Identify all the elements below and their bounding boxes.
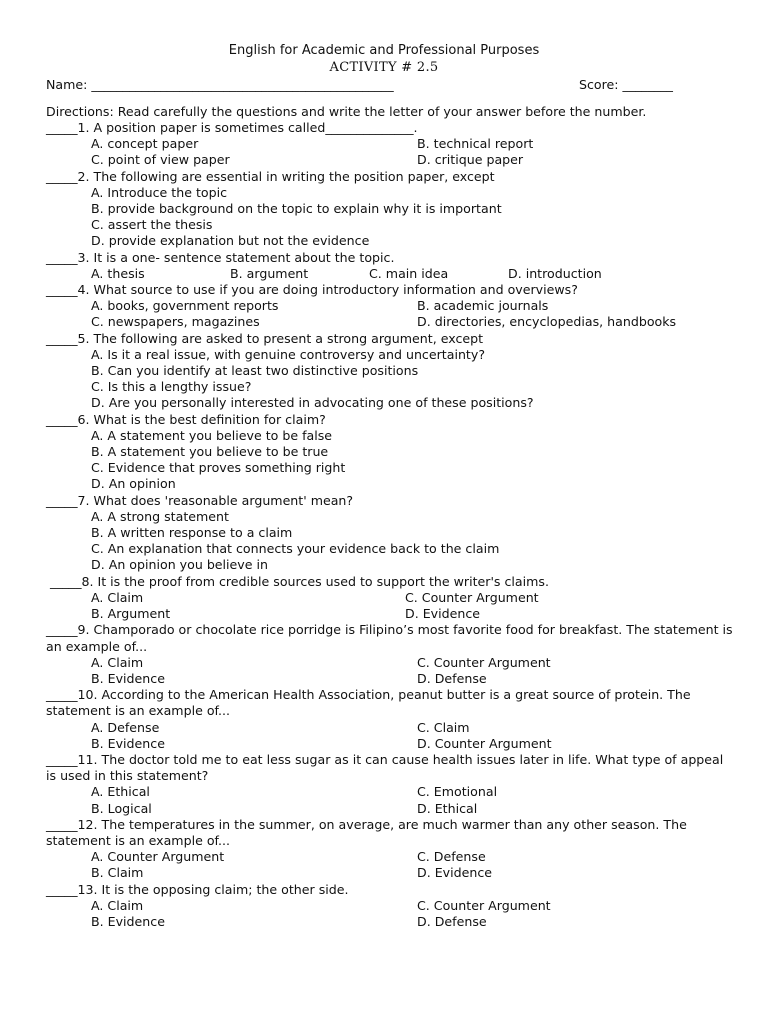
question-stem: _____3. It is a one- sentence statement about the topic. [46, 249, 395, 265]
answer-options [46, 655, 736, 687]
question-stem: _____13. It is the opposing claim; the other side. [46, 881, 349, 897]
answer-option: D. An opinion [91, 476, 176, 492]
question-stem: _____4. What source to use if you are doing introductory information and overviews? [46, 282, 578, 298]
question-item [46, 574, 736, 623]
question-stem: _____10. According to the American Health Association, peanut butter is a great source of protein. The statement is an example of... [46, 687, 695, 719]
answer-option: A. Claim [91, 897, 144, 913]
answer-option: B. A written response to a claim [91, 525, 293, 541]
answer-option: A. A statement you believe to be false [91, 427, 333, 443]
question-stem: _____11. The doctor told me to eat less sugar as it can cause health issues later in life. What type of appeal is used in this statement? [46, 751, 728, 784]
answer-option: C. Defense [417, 849, 486, 865]
answer-option: D. Evidence [405, 606, 481, 622]
question-stem: _____6. What is the best definition for claim? [46, 411, 326, 427]
question-item [46, 120, 736, 169]
question-item [46, 817, 736, 882]
question-stem: _____5. The following are asked to present a strong argument, except [46, 330, 484, 346]
answer-option: B. argument [230, 265, 309, 281]
question-item [46, 412, 736, 493]
answer-options [46, 784, 736, 816]
question-stem: _____7. What does 'reasonable argument' mean? [46, 492, 354, 508]
question-stem: _____8. It is the proof from credible sources used to support the writer's claims. [46, 573, 549, 589]
answer-option: A. Claim [91, 654, 144, 670]
answer-option: A. Counter Argument [91, 849, 225, 865]
answer-option: D. directories, encyclopedias, handbooks [417, 314, 677, 330]
answer-option: C. Counter Argument [405, 589, 539, 605]
answer-options [46, 590, 736, 622]
question-item [46, 282, 736, 331]
answer-option: D. Evidence [417, 865, 493, 881]
answer-option: B. provide background on the topic to explain why it is important [91, 201, 502, 217]
question-stem: _____2. The following are essential in writing the position paper, except [46, 168, 495, 184]
answer-option: D. provide explanation but not the evidence [91, 233, 370, 249]
answer-option: B. Logical [91, 800, 152, 816]
answer-option: C. An explanation that connects your evidence back to the claim [91, 541, 500, 557]
answer-option: D. Ethical [417, 800, 478, 816]
answer-option: A. Claim [91, 589, 144, 605]
answer-option: D. An opinion you believe in [91, 557, 268, 573]
question-item [46, 752, 736, 817]
answer-option: C. Evidence that proves something right [91, 460, 346, 476]
answer-option: A. Is it a real issue, with genuine controversy and uncertainty? [91, 346, 485, 362]
answer-options [46, 266, 736, 282]
question-item [46, 493, 736, 574]
answer-option: D. Counter Argument [417, 735, 552, 751]
answer-option: C. Claim [417, 719, 470, 735]
answer-option: B. Evidence [91, 913, 165, 929]
directions: Directions: Read carefully the questions and write the letter of your answer before the number. [46, 104, 647, 119]
answer-option: A. Defense [91, 719, 160, 735]
answer-option: B. Argument [91, 606, 171, 622]
answer-options [46, 298, 736, 330]
answer-option: C. Counter Argument [417, 654, 551, 670]
answer-option: C. Counter Argument [417, 897, 551, 913]
answer-option: A. thesis [91, 265, 145, 281]
answer-option: D. Defense [417, 913, 487, 929]
answer-option: B. Claim [91, 865, 144, 881]
answer-option: A. concept paper [91, 136, 199, 152]
course-title: English for Academic and Professional Purposes [228, 43, 540, 58]
answer-option: A. A strong statement [91, 508, 229, 524]
answer-option: B. A statement you believe to be true [91, 444, 329, 460]
answer-option: C. assert the thesis [91, 217, 213, 233]
answer-options [46, 428, 736, 493]
answer-option: B. Can you identify at least two distinctive positions [91, 363, 419, 379]
answer-option: C. newspapers, magazines [91, 314, 260, 330]
answer-options [46, 720, 736, 752]
answer-option: A. Ethical [91, 784, 150, 800]
answer-option: B. academic journals [417, 298, 549, 314]
answer-options [46, 509, 736, 574]
question-item [46, 331, 736, 412]
answer-option: C. Is this a lengthy issue? [91, 379, 252, 395]
question-item [46, 622, 736, 687]
answer-option: D. Defense [417, 670, 487, 686]
answer-options [46, 185, 736, 250]
question-stem: _____1. A position paper is sometimes called______________. [46, 120, 418, 135]
answer-option: D. critique paper [417, 152, 524, 168]
question-stem: _____12. The temperatures in the summer, on average, are much warmer than any other season. The statement is an example of... [46, 816, 691, 848]
answer-options [46, 849, 736, 881]
question-list [46, 120, 736, 930]
answer-options [46, 136, 736, 168]
answer-option: B. Evidence [91, 735, 165, 751]
answer-option: B. technical report [417, 136, 534, 152]
answer-options [46, 898, 736, 930]
name-field: Name: ________________________________________________ [46, 77, 394, 92]
answer-option: A. Introduce the topic [91, 184, 228, 200]
answer-option: A. books, government reports [91, 298, 279, 314]
answer-option: C. Emotional [417, 784, 498, 800]
answer-option: D. introduction [508, 265, 602, 281]
answer-option: C. point of view paper [91, 152, 230, 168]
score-field: Score: ________ [579, 77, 673, 92]
answer-option: D. Are you personally interested in advocating one of these positions? [91, 395, 534, 411]
answer-options [46, 347, 736, 412]
activity-title: ACTIVITY # 2.5 [329, 60, 439, 75]
question-item [46, 169, 736, 250]
question-item [46, 250, 736, 282]
question-item [46, 882, 736, 931]
question-stem: _____9. Champorado or chocolate rice porridge is Filipino’s most favorite food for breakfast. The statement is an example of... [46, 622, 737, 654]
answer-option: C. main idea [369, 265, 449, 281]
question-item [46, 687, 736, 752]
answer-option: B. Evidence [91, 670, 165, 686]
